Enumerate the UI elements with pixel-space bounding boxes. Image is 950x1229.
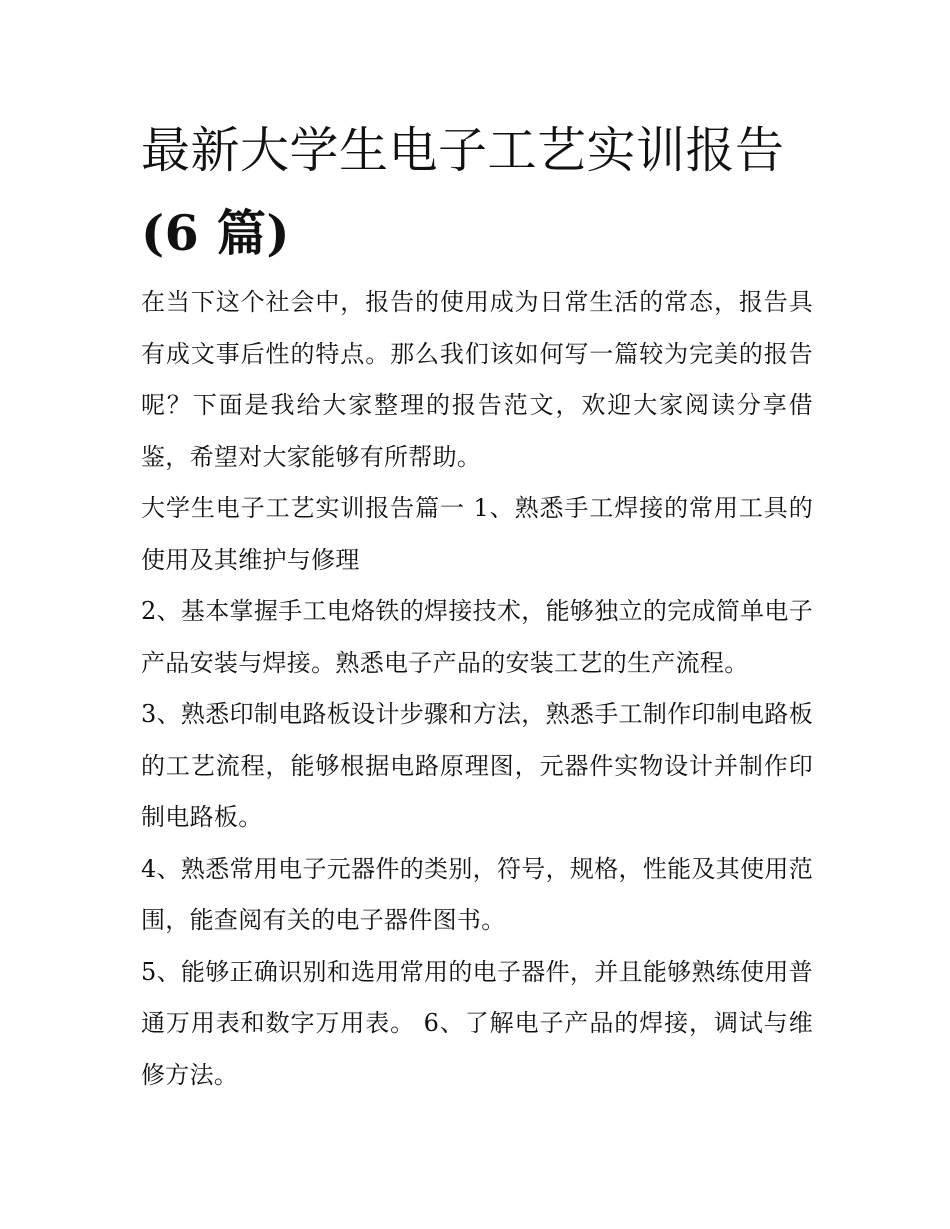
title-main: 最新大学生电子工艺实训报告	[141, 122, 785, 179]
paragraph-item-2: 2、基本掌握手工电烙铁的焊接技术，能够独立的完成简单电子产品安装与焊接。熟悉电子产品的安装工艺的生产流程。	[141, 597, 813, 677]
document-page	[141, 110, 813, 1101]
document-title	[141, 110, 813, 274]
title-count: (6 篇)	[141, 204, 291, 262]
document-body	[141, 277, 813, 1101]
paragraph-intro: 在当下这个社会中，报告的使用成为日常生活的常态，报告具有成文事后性的特点。那么我们该如何写一篇较为完美的报告呢？下面是我给大家整理的报告范文，欢迎大家阅读分享借鉴，希望对大家能够有所帮助。	[141, 288, 813, 471]
paragraph-item-5-6: 5、能够正确识别和选用常用的电子器件，并且能够熟练使用普通万用表和数字万用表。 6、了解电子产品的焊接，调试与维修方法。	[141, 957, 813, 1089]
paragraph-item-3: 3、熟悉印制电路板设计步骤和方法，熟悉手工制作印制电路板的工艺流程，能够根据电路原理图，元器件实物设计并制作印制电路板。	[141, 700, 813, 831]
paragraph-item-1: 大学生电子工艺实训报告篇一 1、熟悉手工焊接的常用工具的使用及其维护与修理	[141, 494, 813, 574]
paragraph-item-4: 4、熟悉常用电子元器件的类别，符号，规格，性能及其使用范围，能查阅有关的电子器件图书。	[141, 854, 813, 934]
